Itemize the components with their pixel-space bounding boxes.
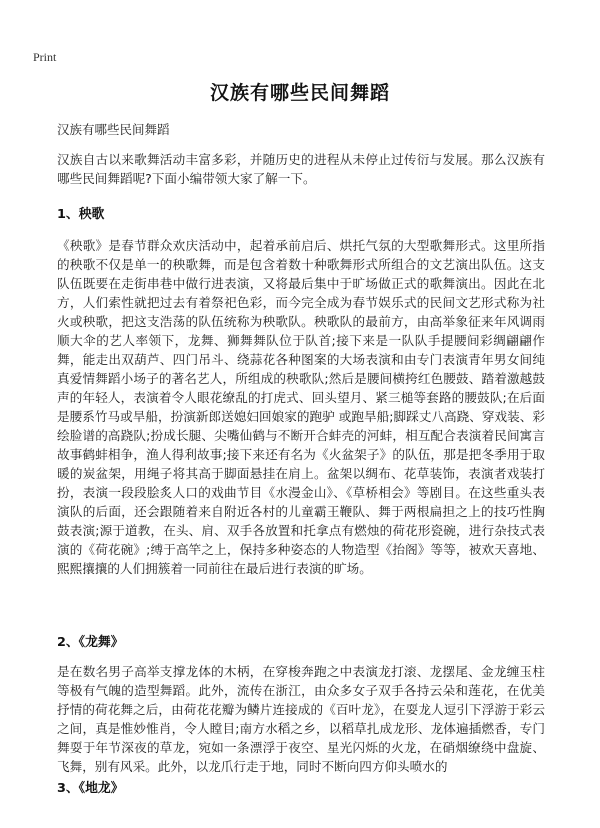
page-title: 汉族有哪些民间舞蹈 — [209, 82, 390, 104]
section-body-yangge: 《秧歌》是春节群众欢庆活动中，起着承前启后、烘托气氛的大型歌舞形式。这里所指的秧歌不仅是单一的秧歌舞，而是包含着数十种歌舞形式所组合的文艺演出队伍。这支队伍既要在走街串巷中做行进表演，又将最后集中于旷场做正式的歌舞演出。因此在北方，人们索性就把过去有着祭祀色彩，而今完全成为春节娱乐式的民间文艺形式称为社火或秧歌，把这支浩荡的队伍统称为秧歌队。秧歌队的最前方，由高举象征来年风调雨顺大伞的艺人率领下，龙舞、狮舞舞队位于队首;接下来是一队队手提腰间彩绸翩翩作舞，能走出双葫芦、四门吊斗、绕蒜花各种图案的大场表演和由专门表演青年男女间纯真爱情舞蹈小场子的著名艺人，所组成的秧歌队;然后是腰间横挎红色腰鼓、踏着激越鼓声的年轻人，表演着令人眼花缭乱的打虎式、回头望月、紧三槌等套路的腰鼓队;在后面是腰系竹马或旱船，扮演新郎送媳妇回娘家的跑驴 或跑旱船;脚踩丈八高跷、穿戏装、彩绘脸谱的高跷队;扮成长腿、尖嘴仙鹤与不断开合蚌壳的河蚌，相互配合表演着民间寓言故事鹤蚌相争，渔人得利故事;接下来还有名为《火盆架子》的队伍，那是把冬季用于取暖的炭盆架，用绳子将其高于脚面悬挂在肩上。盆架以绸布、花草装饰，表演者戏装打扮，表演一段段脍炙人口的戏曲节目《水漫金山》、《草桥相会》等剧目。在这些重头表演队的后面，还会跟随着来自附近各村的儿童霸王鞭队、舞于两根扁担之上的技巧性胸鼓表演;源于道教，在头、肩、双手各放置和托拿点有燃烛的荷花形瓷碗，进行杂技式表演的《荷花碗》;缚于高竿之上，保持多种姿态的人物造型《抬阁》等等，被欢天喜地、熙熙攘攘的人们拥簇着一同前往在最后进行表演的旷场。 — [57, 238, 545, 576]
section-heading-earth-dragon: 3、《地龙》 — [57, 781, 124, 796]
subtitle: 汉族有哪些民间舞蹈 — [57, 122, 170, 137]
intro-paragraph: 汉族自古以来歌舞活动丰富多彩，并随历史的进程从未停止过传衍与发展。那么汉族有哪些民间舞蹈呢?下面小编带领大家了解一下。 — [57, 152, 545, 186]
section-body-dragon-dance: 是在数名男子高举支撑龙体的木柄，在穿梭奔跑之中表演龙打滚、龙摆尾、金龙缠玉柱等极有气魄的造型舞蹈。此外，流传在浙江，由众多女子双手各持云朵和莲花，在优美抒情的荷花舞之后，由荷花花瓣为鳞片连接成的《百叶龙》，在耍龙人逗引下浮游于彩云之间，真是惟妙惟肖，令人瞠目;南方水稻之乡，以稻草扎成龙形、龙体遍插燃香，专门舞耍于年节深夜的草龙，宛如一条漂浮于夜空、星光闪烁的火龙，在硝烟缭绕中盘旋、飞舞，别有风采。此外，以龙爪行走于地，同时不断向四方仰头喷水的 — [57, 664, 545, 774]
section-heading-dragon-dance: 2、《龙舞》 — [57, 635, 124, 650]
section-heading-yangge: 1、秧歌 — [57, 207, 105, 222]
print-link[interactable]: Print — [33, 50, 57, 64]
